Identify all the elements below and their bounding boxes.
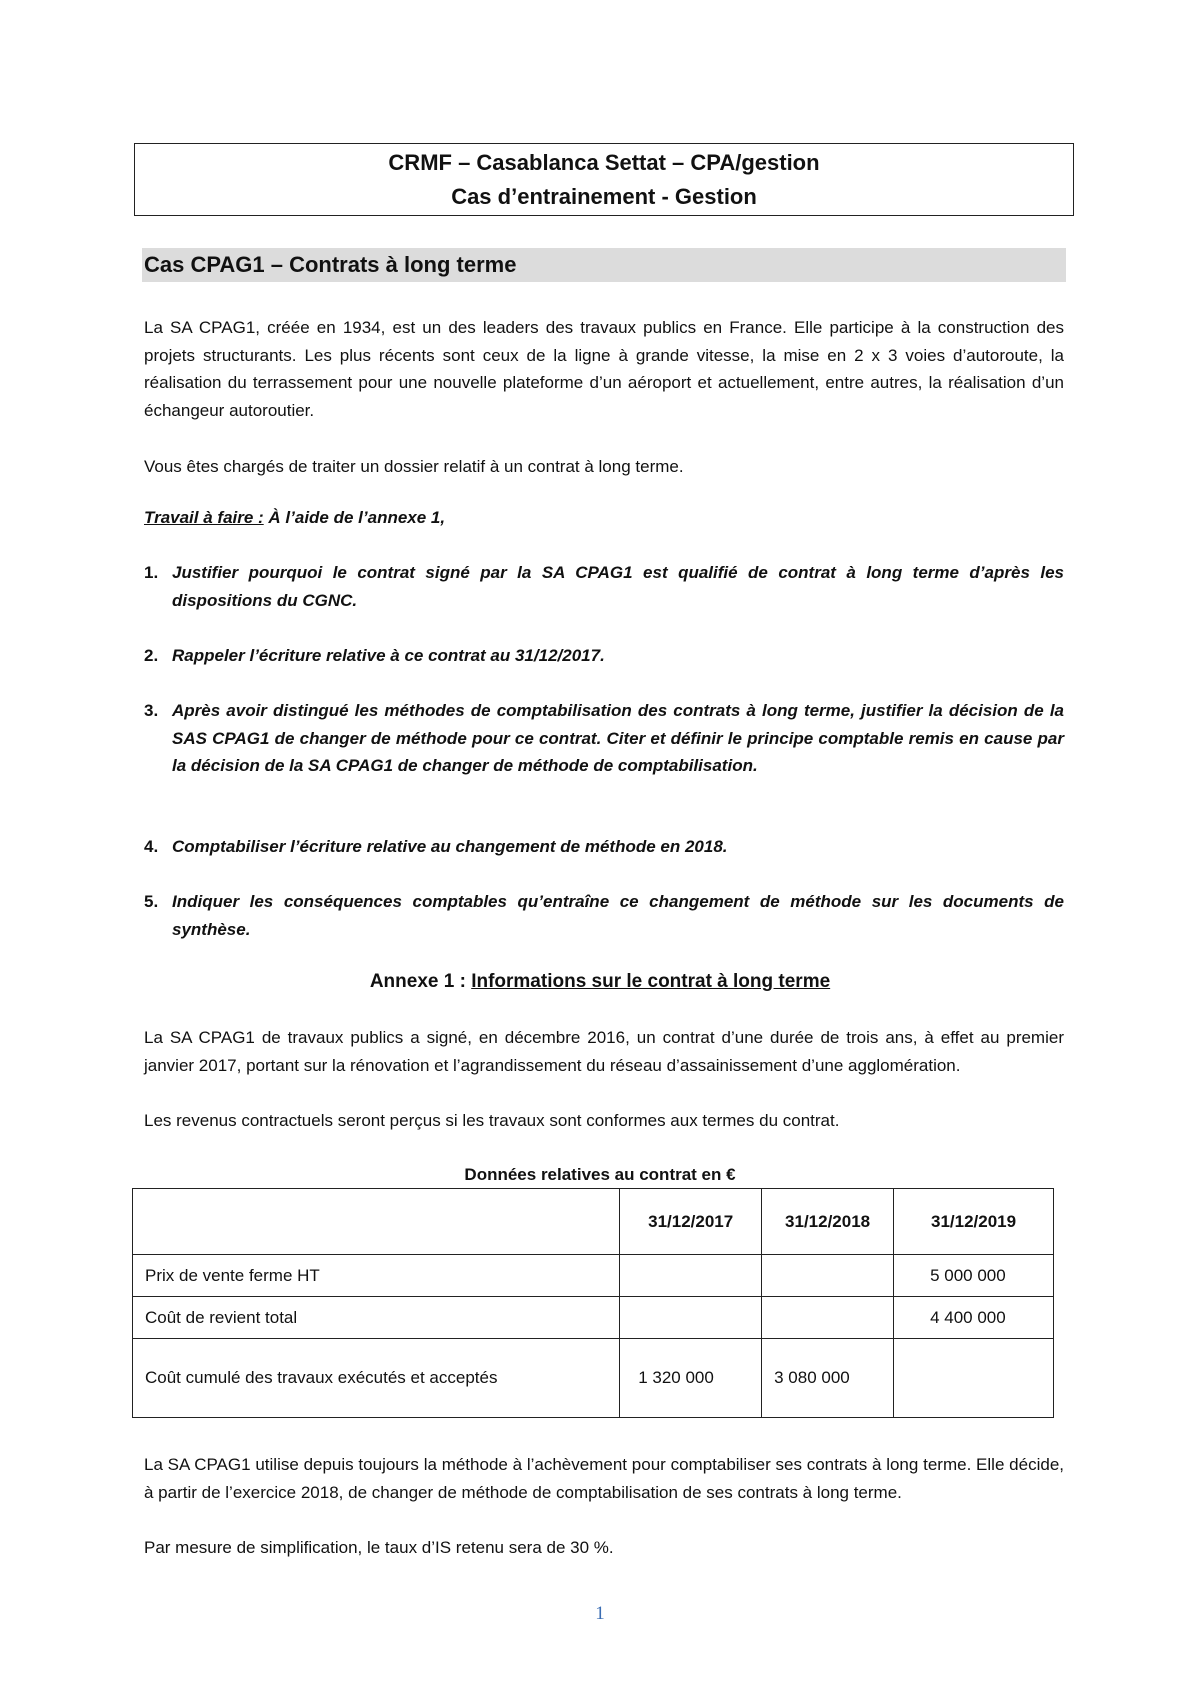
annex-paragraph-1: La SA CPAG1 de travaux publics a signé, en décembre 2016, un contrat d’une durée de trois ans, à effet au premier janvier 2017, portant sur la rénovation et l’agrandissement du réseau d’assainissement d’une agglomération. xyxy=(144,1028,1064,1075)
table-cell xyxy=(894,1339,1054,1418)
header-box xyxy=(134,143,1074,216)
question-number: 2. xyxy=(144,646,159,665)
task-text: À l’aide de l’annexe 1, xyxy=(263,508,446,527)
question-5 xyxy=(144,888,1064,943)
question-4 xyxy=(144,833,1064,861)
question-1 xyxy=(144,559,1064,614)
question-2 xyxy=(144,642,1064,670)
table-cell: Coût cumulé des travaux exécutés et acceptés xyxy=(133,1339,620,1418)
question-number: 5. xyxy=(144,892,159,911)
question-text: Indiquer les conséquences comptables qu’entraîne ce changement de méthode sur les documents de synthèse. xyxy=(172,892,1064,939)
task-label: Travail à faire : xyxy=(144,508,264,527)
question-text: Comptabiliser l’écriture relative au changement de méthode en 2018. xyxy=(172,837,728,856)
table-header-cell: 31/12/2017 xyxy=(620,1189,762,1255)
annex-paragraph-2: Les revenus contractuels seront perçus si les travaux sont conformes aux termes du contrat. xyxy=(144,1111,840,1130)
question-number: 3. xyxy=(144,701,159,720)
table-cell: 5 000 000 xyxy=(894,1255,1054,1297)
table-cell xyxy=(620,1255,762,1297)
page-number: 1 xyxy=(595,1603,605,1624)
table-cell: 4 400 000 xyxy=(894,1297,1054,1339)
table-cell: 1 320 000 xyxy=(620,1339,762,1418)
contract-data-table xyxy=(132,1188,1054,1418)
table-cell: Prix de vente ferme HT xyxy=(133,1255,620,1297)
annex-title xyxy=(0,968,1200,996)
assignment-paragraph: Vous êtes chargés de traiter un dossier relatif à un contrat à long terme. xyxy=(144,457,684,476)
table-header-cell: 31/12/2018 xyxy=(762,1189,894,1255)
annex-paragraph-4: Par mesure de simplification, le taux d’IS retenu sera de 30 %. xyxy=(144,1538,614,1557)
table-cell: 3 080 000 xyxy=(762,1339,894,1418)
question-text: Justifier pourquoi le contrat signé par la SA CPAG1 est qualifié de contrat à long terme d’après les dispositions du CGNC. xyxy=(172,563,1064,610)
annex-paragraph-3: La SA CPAG1 utilise depuis toujours la méthode à l’achèvement pour comptabiliser ses contrats à long terme. Elle décide, à partir de l’exercice 2018, de changer de méthode de comptabilisation de ses contrats à long terme. xyxy=(144,1455,1064,1502)
table-row xyxy=(133,1339,1054,1418)
table-header-row xyxy=(133,1189,1054,1255)
table-header-cell xyxy=(133,1189,620,1255)
question-number: 4. xyxy=(144,837,159,856)
header-line-2: Cas d’entrainement - Gestion xyxy=(451,184,757,209)
table-header-cell: 31/12/2019 xyxy=(894,1189,1054,1255)
question-text: Rappeler l’écriture relative à ce contrat au 31/12/2017. xyxy=(172,646,605,665)
table-cell xyxy=(762,1255,894,1297)
case-title: Cas CPAG1 – Contrats à long terme xyxy=(142,248,1066,282)
question-text: Après avoir distingué les méthodes de comptabilisation des contrats à long terme, justifier la décision de la SAS CPAG1 de changer de méthode pour ce contrat. Citer et définir le principe comptable remis en cause par la décision de la SA CPAG1 de changer de méthode de comptabilisation. xyxy=(172,701,1064,775)
annex-prefix: Annexe 1 : xyxy=(369,971,466,992)
table-title: Données relatives au contrat en € xyxy=(464,1165,736,1184)
intro-paragraph: La SA CPAG1, créée en 1934, est un des leaders des travaux publics en France. Elle participe à la construction des projets structurants. Les plus récents sont ceux de la ligne à grande vitesse, la mise en 2 x 3 voies d’autoroute, la réalisation du terrassement pour une nouvelle plateforme d’un aéroport et actuellement, entre autres, la réalisation d’un échangeur autoroutier. xyxy=(144,318,1064,420)
task-heading xyxy=(144,504,445,531)
question-3 xyxy=(144,697,1064,780)
table-cell xyxy=(620,1297,762,1339)
table-cell: Coût de revient total xyxy=(133,1297,620,1339)
annex-heading: Informations sur le contrat à long terme xyxy=(471,971,831,992)
question-number: 1. xyxy=(144,563,159,582)
header-line-1: CRMF – Casablanca Settat – CPA/gestion xyxy=(388,150,820,175)
table-cell xyxy=(762,1297,894,1339)
table-row xyxy=(133,1255,1054,1297)
table-row xyxy=(133,1297,1054,1339)
